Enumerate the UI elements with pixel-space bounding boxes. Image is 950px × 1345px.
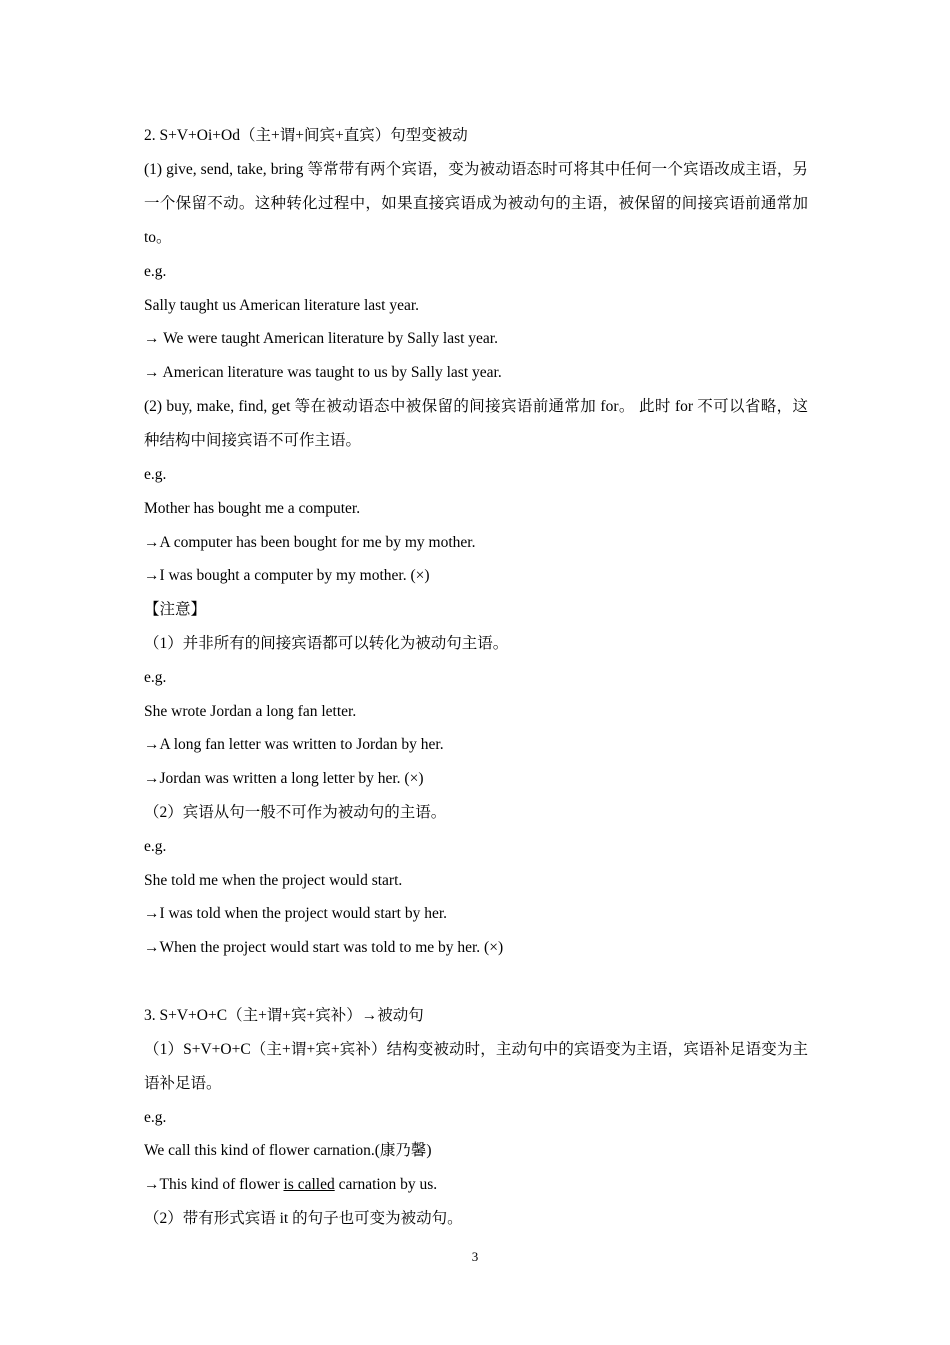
page-number: 3: [471, 1249, 479, 1264]
example-sentence: →A long fan letter was written to Jordan by her.: [144, 736, 444, 754]
example-sentence: She told me when the project would start.: [144, 871, 403, 889]
example-sentence: →A computer has been bought for me by my mother.: [144, 533, 476, 551]
example-label: e.g.: [144, 837, 167, 855]
note-item-1: （1）并非所有的间接宾语都可以转化为被动句主语。: [144, 634, 509, 652]
example-sentence: →Jordan was written a long letter by her. (×): [144, 770, 424, 788]
page-content: [144, 119, 808, 1236]
section-2-paragraph-1: (1) give, send, take, bring 等常带有两个宾语，变为被动语态时可将其中任何一个宾语改成主语，另一个保留不动。这种转化过程中，如果直接宾语成为被动句的主语，被保留的间接宾语前通常加 to。: [144, 160, 808, 246]
example-sentence: →I was bought a computer by my mother. (×): [144, 567, 430, 585]
section-2-heading: 2. S+V+Oi+Od（主+谓+间宾+直宾）句型变被动: [144, 127, 468, 144]
section-3-paragraph-1: （1）S+V+O+C（主+谓+宾+宾补）结构变被动时，主动句中的宾语变为主语，宾语补足语变为主语补足语。: [144, 1040, 808, 1092]
example-sentence: →I was told when the project would start by her.: [144, 905, 448, 923]
example-sentence: Sally taught us American literature last year.: [144, 296, 420, 314]
example-label: e.g.: [144, 262, 167, 280]
note-item-2: （2）宾语从句一般不可作为被动句的主语。: [144, 803, 447, 821]
section-3-paragraph-2: （2）带有形式宾语 it 的句子也可变为被动句。: [144, 1209, 463, 1227]
example-sentence: We call this kind of flower carnation.(康乃馨): [144, 1142, 432, 1160]
example-label: e.g.: [144, 668, 167, 686]
example-sentence: Mother has bought me a computer.: [144, 499, 361, 517]
example-label: e.g.: [144, 1108, 167, 1126]
blank-line: [144, 965, 808, 999]
example-sentence: She wrote Jordan a long fan letter.: [144, 702, 357, 720]
section-2-paragraph-2: (2) buy, make, find, get 等在被动语态中被保留的间接宾语前通常加 for。 此时 for 不可以省略，这种结构中间接宾语不可作主语。: [144, 397, 808, 449]
example-sentence: → We were taught American literature by Sally last year.: [144, 330, 498, 348]
sentence-part: →This kind of flower: [144, 1176, 284, 1194]
example-label: e.g.: [144, 465, 167, 483]
example-sentence: →When the project would start was told to me by her. (×): [144, 939, 504, 957]
underlined-phrase: is called: [283, 1176, 335, 1194]
section-3-heading: 3. S+V+O+C（主+谓+宾+宾补）→被动句: [144, 1006, 424, 1024]
example-sentence: → American literature was taught to us by Sally last year.: [144, 364, 502, 382]
note-title: 【注意】: [144, 601, 207, 619]
sentence-part: carnation by us.: [334, 1176, 438, 1194]
example-sentence-underlined: [144, 1168, 808, 1202]
